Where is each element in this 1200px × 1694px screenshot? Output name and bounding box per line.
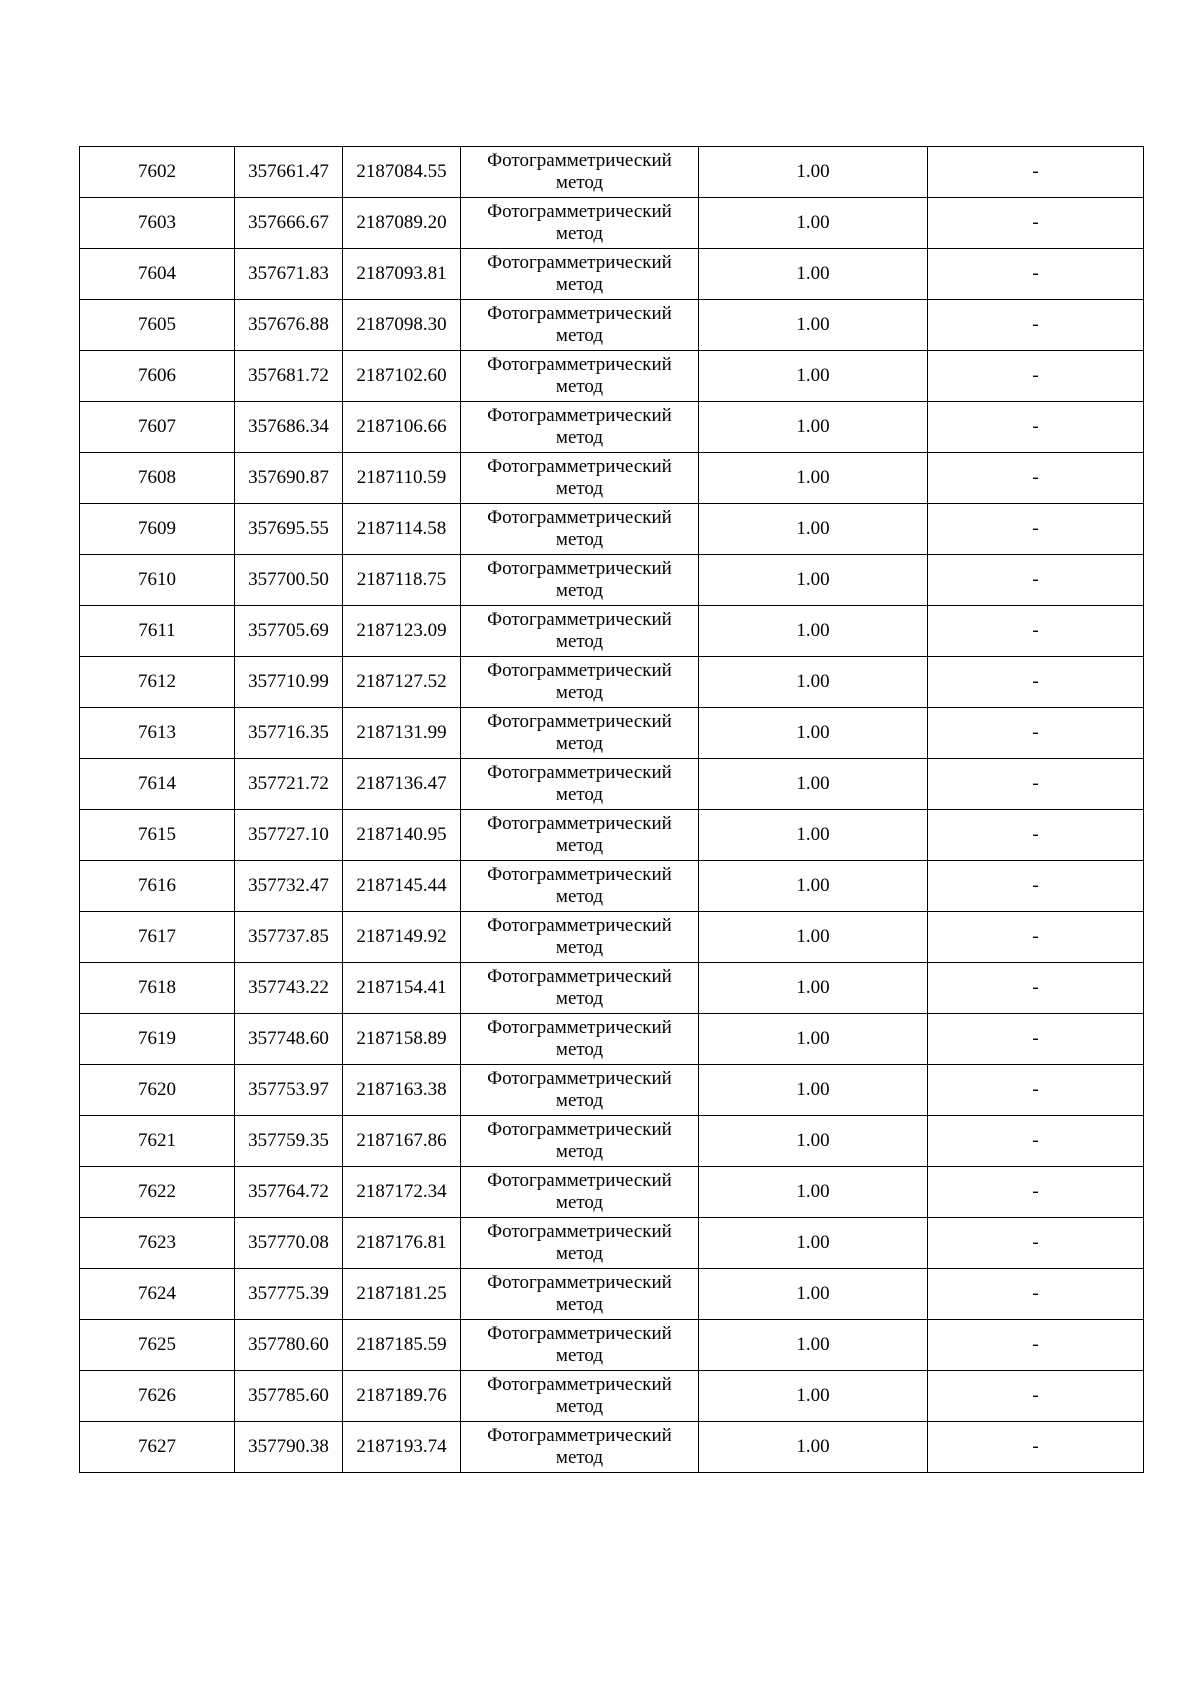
method-text: Фотограмметрический метод xyxy=(487,1068,672,1111)
note-cell: - xyxy=(928,708,1144,759)
method-cell xyxy=(461,300,699,351)
note-cell: - xyxy=(928,555,1144,606)
x-coordinate-cell: 357716.35 xyxy=(235,708,343,759)
x-coordinate-cell: 357775.39 xyxy=(235,1269,343,1320)
y-coordinate-cell: 2187185.59 xyxy=(343,1320,461,1371)
method-cell xyxy=(461,147,699,198)
note-cell: - xyxy=(928,453,1144,504)
point-number-cell: 7606 xyxy=(80,351,235,402)
method-text: Фотограмметрический метод xyxy=(487,1374,672,1417)
method-text: Фотограмметрический метод xyxy=(487,507,672,550)
x-coordinate-cell: 357748.60 xyxy=(235,1014,343,1065)
y-coordinate-cell: 2187181.25 xyxy=(343,1269,461,1320)
point-number-cell: 7603 xyxy=(80,198,235,249)
point-number-cell: 7621 xyxy=(80,1116,235,1167)
accuracy-cell: 1.00 xyxy=(699,1116,928,1167)
note-cell: - xyxy=(928,249,1144,300)
accuracy-cell: 1.00 xyxy=(699,453,928,504)
table-row xyxy=(80,1065,1144,1116)
table-row xyxy=(80,300,1144,351)
y-coordinate-cell: 2187131.99 xyxy=(343,708,461,759)
x-coordinate-cell: 357681.72 xyxy=(235,351,343,402)
y-coordinate-cell: 2187149.92 xyxy=(343,912,461,963)
y-coordinate-cell: 2187176.81 xyxy=(343,1218,461,1269)
point-number-cell: 7605 xyxy=(80,300,235,351)
x-coordinate-cell: 357737.85 xyxy=(235,912,343,963)
x-coordinate-cell: 357785.60 xyxy=(235,1371,343,1422)
table-row xyxy=(80,198,1144,249)
method-cell xyxy=(461,198,699,249)
note-cell: - xyxy=(928,963,1144,1014)
x-coordinate-cell: 357759.35 xyxy=(235,1116,343,1167)
method-cell xyxy=(461,810,699,861)
x-coordinate-cell: 357721.72 xyxy=(235,759,343,810)
method-text: Фотограмметрический метод xyxy=(487,252,672,295)
y-coordinate-cell: 2187110.59 xyxy=(343,453,461,504)
accuracy-cell: 1.00 xyxy=(699,1422,928,1473)
accuracy-cell: 1.00 xyxy=(699,1065,928,1116)
accuracy-cell: 1.00 xyxy=(699,708,928,759)
point-number-cell: 7624 xyxy=(80,1269,235,1320)
y-coordinate-cell: 2187089.20 xyxy=(343,198,461,249)
y-coordinate-cell: 2187098.30 xyxy=(343,300,461,351)
point-number-cell: 7608 xyxy=(80,453,235,504)
note-cell: - xyxy=(928,1167,1144,1218)
method-cell xyxy=(461,1371,699,1422)
accuracy-cell: 1.00 xyxy=(699,198,928,249)
x-coordinate-cell: 357700.50 xyxy=(235,555,343,606)
y-coordinate-cell: 2187163.38 xyxy=(343,1065,461,1116)
x-coordinate-cell: 357661.47 xyxy=(235,147,343,198)
accuracy-cell: 1.00 xyxy=(699,963,928,1014)
method-text: Фотограмметрический метод xyxy=(487,1017,672,1060)
y-coordinate-cell: 2187123.09 xyxy=(343,606,461,657)
accuracy-cell: 1.00 xyxy=(699,657,928,708)
table-row xyxy=(80,606,1144,657)
note-cell: - xyxy=(928,147,1144,198)
accuracy-cell: 1.00 xyxy=(699,351,928,402)
table-row xyxy=(80,249,1144,300)
note-cell: - xyxy=(928,657,1144,708)
note-cell: - xyxy=(928,300,1144,351)
method-cell xyxy=(461,504,699,555)
method-cell xyxy=(461,1422,699,1473)
accuracy-cell: 1.00 xyxy=(699,555,928,606)
x-coordinate-cell: 357780.60 xyxy=(235,1320,343,1371)
method-text: Фотограмметрический метод xyxy=(487,813,672,856)
accuracy-cell: 1.00 xyxy=(699,810,928,861)
point-number-cell: 7618 xyxy=(80,963,235,1014)
note-cell: - xyxy=(928,1116,1144,1167)
y-coordinate-cell: 2187136.47 xyxy=(343,759,461,810)
method-cell xyxy=(461,402,699,453)
point-number-cell: 7602 xyxy=(80,147,235,198)
table-row xyxy=(80,810,1144,861)
accuracy-cell: 1.00 xyxy=(699,504,928,555)
y-coordinate-cell: 2187106.66 xyxy=(343,402,461,453)
table-row xyxy=(80,1422,1144,1473)
x-coordinate-cell: 357770.08 xyxy=(235,1218,343,1269)
note-cell: - xyxy=(928,1065,1144,1116)
point-number-cell: 7614 xyxy=(80,759,235,810)
note-cell: - xyxy=(928,912,1144,963)
table-row xyxy=(80,555,1144,606)
method-text: Фотограмметрический метод xyxy=(487,660,672,703)
y-coordinate-cell: 2187093.81 xyxy=(343,249,461,300)
method-cell xyxy=(461,453,699,504)
method-cell xyxy=(461,606,699,657)
x-coordinate-cell: 357705.69 xyxy=(235,606,343,657)
point-number-cell: 7610 xyxy=(80,555,235,606)
y-coordinate-cell: 2187140.95 xyxy=(343,810,461,861)
method-text: Фотограмметрический метод xyxy=(487,150,672,193)
method-text: Фотограмметрический метод xyxy=(487,303,672,346)
table-row xyxy=(80,1269,1144,1320)
y-coordinate-cell: 2187118.75 xyxy=(343,555,461,606)
method-cell xyxy=(461,657,699,708)
x-coordinate-cell: 357676.88 xyxy=(235,300,343,351)
point-number-cell: 7627 xyxy=(80,1422,235,1473)
note-cell: - xyxy=(928,402,1144,453)
point-number-cell: 7615 xyxy=(80,810,235,861)
point-number-cell: 7620 xyxy=(80,1065,235,1116)
y-coordinate-cell: 2187154.41 xyxy=(343,963,461,1014)
table-row xyxy=(80,861,1144,912)
point-number-cell: 7619 xyxy=(80,1014,235,1065)
method-cell xyxy=(461,861,699,912)
x-coordinate-cell: 357743.22 xyxy=(235,963,343,1014)
accuracy-cell: 1.00 xyxy=(699,402,928,453)
x-coordinate-cell: 357666.67 xyxy=(235,198,343,249)
method-text: Фотограмметрический метод xyxy=(487,354,672,397)
x-coordinate-cell: 357695.55 xyxy=(235,504,343,555)
accuracy-cell: 1.00 xyxy=(699,912,928,963)
table-row xyxy=(80,1014,1144,1065)
y-coordinate-cell: 2187127.52 xyxy=(343,657,461,708)
x-coordinate-cell: 357753.97 xyxy=(235,1065,343,1116)
note-cell: - xyxy=(928,1422,1144,1473)
point-number-cell: 7611 xyxy=(80,606,235,657)
method-cell xyxy=(461,912,699,963)
table-row xyxy=(80,504,1144,555)
note-cell: - xyxy=(928,1218,1144,1269)
table-row xyxy=(80,657,1144,708)
method-cell xyxy=(461,963,699,1014)
method-cell xyxy=(461,1065,699,1116)
point-number-cell: 7617 xyxy=(80,912,235,963)
point-number-cell: 7613 xyxy=(80,708,235,759)
method-cell xyxy=(461,555,699,606)
method-cell xyxy=(461,1167,699,1218)
coordinates-table xyxy=(79,146,1144,1473)
method-cell xyxy=(461,759,699,810)
table-row xyxy=(80,1116,1144,1167)
note-cell: - xyxy=(928,810,1144,861)
note-cell: - xyxy=(928,198,1144,249)
accuracy-cell: 1.00 xyxy=(699,1320,928,1371)
accuracy-cell: 1.00 xyxy=(699,1371,928,1422)
method-text: Фотограмметрический метод xyxy=(487,1272,672,1315)
x-coordinate-cell: 357690.87 xyxy=(235,453,343,504)
y-coordinate-cell: 2187114.58 xyxy=(343,504,461,555)
note-cell: - xyxy=(928,1320,1144,1371)
x-coordinate-cell: 357732.47 xyxy=(235,861,343,912)
point-number-cell: 7612 xyxy=(80,657,235,708)
table-row xyxy=(80,1167,1144,1218)
y-coordinate-cell: 2187084.55 xyxy=(343,147,461,198)
point-number-cell: 7626 xyxy=(80,1371,235,1422)
method-text: Фотограмметрический метод xyxy=(487,558,672,601)
method-text: Фотограмметрический метод xyxy=(487,1221,672,1264)
note-cell: - xyxy=(928,1269,1144,1320)
method-text: Фотограмметрический метод xyxy=(487,1323,672,1366)
method-text: Фотограмметрический метод xyxy=(487,1170,672,1213)
table-row xyxy=(80,912,1144,963)
method-text: Фотограмметрический метод xyxy=(487,456,672,499)
accuracy-cell: 1.00 xyxy=(699,861,928,912)
x-coordinate-cell: 357671.83 xyxy=(235,249,343,300)
table-row xyxy=(80,351,1144,402)
y-coordinate-cell: 2187189.76 xyxy=(343,1371,461,1422)
point-number-cell: 7623 xyxy=(80,1218,235,1269)
accuracy-cell: 1.00 xyxy=(699,1167,928,1218)
note-cell: - xyxy=(928,504,1144,555)
note-cell: - xyxy=(928,1371,1144,1422)
table-row xyxy=(80,1320,1144,1371)
table-row xyxy=(80,1218,1144,1269)
method-cell xyxy=(461,1269,699,1320)
method-cell xyxy=(461,1116,699,1167)
method-text: Фотограмметрический метод xyxy=(487,405,672,448)
point-number-cell: 7616 xyxy=(80,861,235,912)
table-row xyxy=(80,402,1144,453)
x-coordinate-cell: 357790.38 xyxy=(235,1422,343,1473)
method-cell xyxy=(461,708,699,759)
accuracy-cell: 1.00 xyxy=(699,147,928,198)
method-text: Фотограмметрический метод xyxy=(487,915,672,958)
accuracy-cell: 1.00 xyxy=(699,1014,928,1065)
point-number-cell: 7625 xyxy=(80,1320,235,1371)
x-coordinate-cell: 357686.34 xyxy=(235,402,343,453)
y-coordinate-cell: 2187167.86 xyxy=(343,1116,461,1167)
method-text: Фотограмметрический метод xyxy=(487,609,672,652)
x-coordinate-cell: 357764.72 xyxy=(235,1167,343,1218)
table-row xyxy=(80,1371,1144,1422)
table-row xyxy=(80,708,1144,759)
method-text: Фотограмметрический метод xyxy=(487,1425,672,1468)
accuracy-cell: 1.00 xyxy=(699,1269,928,1320)
method-cell xyxy=(461,1218,699,1269)
table-row xyxy=(80,453,1144,504)
table-row xyxy=(80,147,1144,198)
method-cell xyxy=(461,351,699,402)
point-number-cell: 7609 xyxy=(80,504,235,555)
x-coordinate-cell: 357727.10 xyxy=(235,810,343,861)
accuracy-cell: 1.00 xyxy=(699,759,928,810)
accuracy-cell: 1.00 xyxy=(699,249,928,300)
note-cell: - xyxy=(928,1014,1144,1065)
method-text: Фотограмметрический метод xyxy=(487,864,672,907)
y-coordinate-cell: 2187158.89 xyxy=(343,1014,461,1065)
note-cell: - xyxy=(928,351,1144,402)
method-text: Фотограмметрический метод xyxy=(487,966,672,1009)
note-cell: - xyxy=(928,759,1144,810)
method-cell xyxy=(461,249,699,300)
table-row xyxy=(80,963,1144,1014)
x-coordinate-cell: 357710.99 xyxy=(235,657,343,708)
y-coordinate-cell: 2187145.44 xyxy=(343,861,461,912)
y-coordinate-cell: 2187102.60 xyxy=(343,351,461,402)
accuracy-cell: 1.00 xyxy=(699,300,928,351)
note-cell: - xyxy=(928,861,1144,912)
point-number-cell: 7622 xyxy=(80,1167,235,1218)
method-cell xyxy=(461,1014,699,1065)
note-cell: - xyxy=(928,606,1144,657)
accuracy-cell: 1.00 xyxy=(699,1218,928,1269)
method-text: Фотограмметрический метод xyxy=(487,762,672,805)
y-coordinate-cell: 2187193.74 xyxy=(343,1422,461,1473)
table-row xyxy=(80,759,1144,810)
y-coordinate-cell: 2187172.34 xyxy=(343,1167,461,1218)
point-number-cell: 7607 xyxy=(80,402,235,453)
method-text: Фотограмметрический метод xyxy=(487,1119,672,1162)
coordinates-table-body xyxy=(80,147,1144,1473)
method-text: Фотограмметрический метод xyxy=(487,201,672,244)
accuracy-cell: 1.00 xyxy=(699,606,928,657)
method-text: Фотограмметрический метод xyxy=(487,711,672,754)
point-number-cell: 7604 xyxy=(80,249,235,300)
method-cell xyxy=(461,1320,699,1371)
